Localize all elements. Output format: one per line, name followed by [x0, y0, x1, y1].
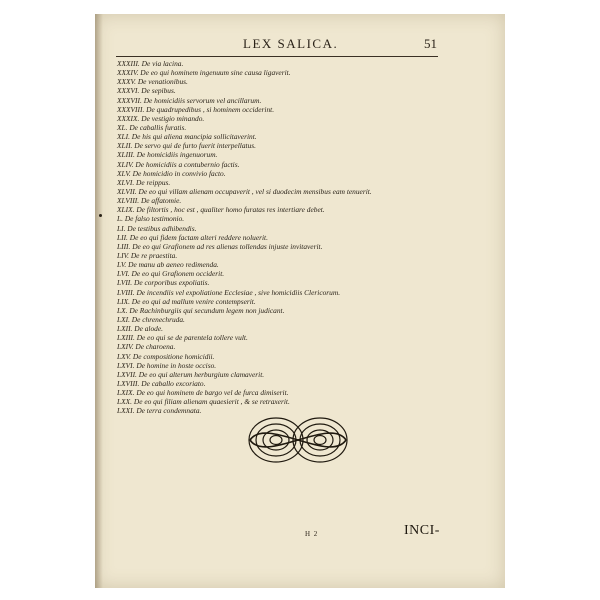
running-title: LEX SALICA.	[243, 36, 339, 51]
chapter-title: De affatomie.	[140, 196, 182, 206]
chapter-entry	[117, 205, 417, 214]
chapter-title: De eo qui Grafionem ad res alienas tollendas injuste invitaverit.	[132, 241, 323, 251]
chapter-title: De terra condemnata.	[136, 406, 202, 416]
chapter-number: XLII.	[117, 141, 133, 151]
chapter-entry	[117, 150, 417, 159]
chapter-title: De falso testimonio.	[124, 214, 185, 224]
chapter-title: De filtortis , hoc est , qualiter homo furatas res intertiare debet.	[136, 205, 325, 215]
chapter-number: XLVIII.	[117, 196, 140, 206]
chapter-title: De manu ab aeneo redimenda.	[128, 260, 219, 270]
chapter-entry	[117, 96, 417, 105]
chapter-entry	[117, 333, 417, 342]
chapter-entry	[117, 214, 417, 223]
chapter-entry	[117, 169, 417, 178]
chapter-number: LIV.	[117, 250, 129, 260]
chapter-entry	[117, 388, 417, 397]
chapter-entry	[117, 379, 417, 388]
chapter-entry	[117, 178, 417, 187]
chapter-number: LXV.	[117, 351, 132, 361]
chapter-entry	[117, 342, 417, 351]
chapter-entry	[117, 86, 417, 95]
chapter-number: XLIII.	[117, 150, 135, 160]
chapter-number: LII.	[117, 232, 128, 242]
chapter-number: LV.	[117, 260, 127, 270]
chapter-title: De compositione homicidii.	[132, 351, 215, 361]
chapter-title: De homicidio in convivio facto.	[132, 168, 226, 178]
chapter-number: LXI.	[117, 314, 130, 324]
chapter-number: LIII.	[117, 241, 131, 251]
chapter-number: XXXIX.	[117, 113, 140, 123]
chapter-number: XXXIV.	[117, 68, 139, 78]
chapter-entry	[117, 233, 417, 242]
chapter-number: LXIII.	[117, 333, 135, 343]
chapter-title: De chrenechruda.	[131, 314, 185, 324]
chapter-number: LXX.	[117, 397, 132, 407]
chapter-number: LXVII.	[117, 369, 137, 379]
chapter-number: XLIV.	[117, 159, 134, 169]
margin-mark	[99, 214, 102, 217]
chapter-number: XLIX.	[117, 205, 135, 215]
chapter-number: LX.	[117, 305, 128, 315]
chapter-list	[117, 59, 417, 415]
chapter-entry	[117, 59, 417, 68]
chapter-number: LI.	[117, 223, 126, 233]
signature-mark: H 2	[305, 530, 319, 538]
chapter-number: XL.	[117, 122, 128, 132]
chapter-entry	[117, 370, 417, 379]
chapter-title: De homicidiis a contubernio factis.	[135, 159, 240, 169]
chapter-title: De re praestita.	[130, 250, 178, 260]
chapter-entry	[117, 114, 417, 123]
chapter-title: De reippus.	[136, 177, 171, 187]
chapter-entry	[117, 361, 417, 370]
chapter-entry	[117, 269, 417, 278]
chapter-title: De alode.	[134, 324, 163, 334]
chapter-title: De eo qui filiam alienam quaesierit , & se retraxerit.	[133, 397, 290, 407]
chapter-title: De caballo excoriato.	[141, 378, 206, 388]
chapter-entry	[117, 297, 417, 306]
chapter-title: De homine in hoste occiso.	[136, 360, 217, 370]
chapter-number: XLVII.	[117, 186, 137, 196]
chapter-entry	[117, 132, 417, 141]
chapter-title: De Rachinburgiis qui secundum legem non judicant.	[129, 305, 285, 315]
chapter-entry	[117, 260, 417, 269]
chapter-number: LXII.	[117, 324, 133, 334]
chapter-number: XXXIII.	[117, 59, 140, 68]
chapter-number: LIX.	[117, 296, 130, 306]
chapter-title: De eo qui hominem ingenuum sine causa ligaverit.	[140, 68, 291, 78]
chapter-title: De his qui aliena mancipia sollicitaverint.	[131, 132, 257, 142]
chapter-entry	[117, 141, 417, 150]
chapter-title: De homicidiis ingenuorum.	[136, 150, 218, 160]
chapter-number: LXXI.	[117, 406, 135, 416]
chapter-number: XXXV.	[117, 77, 136, 87]
page-number: 51	[424, 36, 437, 51]
chapter-entry	[117, 105, 417, 114]
chapter-number: LXIV.	[117, 342, 134, 352]
chapter-title: De venationibus.	[137, 77, 188, 87]
chapter-entry	[117, 288, 417, 297]
chapter-number: LVI.	[117, 269, 130, 279]
catchword: INCI-	[404, 523, 440, 538]
chapter-number: L.	[117, 214, 123, 224]
chapter-entry	[117, 160, 417, 169]
chapter-entry	[117, 397, 417, 406]
chapter-entry	[117, 251, 417, 260]
chapter-title: De eo qui villam alienam occupaverit , vel si duodecim mensibus eam tenuerit.	[138, 186, 372, 196]
chapter-title: De testibus adhibendis.	[127, 223, 197, 233]
chapter-title: De eo qui alterum herburgium clamaverit.	[138, 369, 265, 379]
scroll-ornament-icon	[246, 412, 350, 468]
chapter-title: De eo qui fidem factam alteri reddere noluerit.	[129, 232, 268, 242]
chapter-number: XLVI.	[117, 177, 135, 187]
chapter-title: De sepibus.	[141, 86, 176, 96]
chapter-entry	[117, 306, 417, 315]
page-gutter-shadow	[95, 14, 103, 588]
chapter-entry	[117, 123, 417, 132]
chapter-number: XXXVIII.	[117, 104, 145, 114]
chapter-number: LXVI.	[117, 360, 135, 370]
chapter-title: De incendiis vel expoliatione Ecclesiae , sive homicidiis Clericorum.	[136, 287, 341, 297]
chapter-entry	[117, 68, 417, 77]
chapter-title: De quadrupedibus , si hominem occiderint.	[146, 104, 275, 114]
header-rule	[116, 56, 438, 57]
chapter-title: De charoena.	[135, 342, 176, 352]
chapter-title: De eo qui Grafionem occiderit.	[131, 269, 225, 279]
chapter-entry	[117, 324, 417, 333]
chapter-number: LVII.	[117, 278, 133, 288]
chapter-number: LXVIII.	[117, 378, 140, 388]
chapter-title: De via lacina.	[141, 59, 184, 68]
chapter-number: XXXVII.	[117, 95, 142, 105]
chapter-title: De homicidiis servorum vel ancillarum.	[143, 95, 262, 105]
chapter-entry	[117, 196, 417, 205]
chapter-entry	[117, 352, 417, 361]
chapter-entry	[117, 77, 417, 86]
chapter-entry	[117, 278, 417, 287]
chapter-number: LVIII.	[117, 287, 135, 297]
chapter-number: XLV.	[117, 168, 131, 178]
chapter-title: De servo qui de furto fuerit interpellatus.	[134, 141, 256, 151]
chapter-title: De eo qui ad mallum venire contempserit.	[131, 296, 256, 306]
chapter-entry	[117, 242, 417, 251]
chapter-title: De corporibus expoliatis.	[133, 278, 210, 288]
chapter-title: De eo qui se de parentela tollere vult.	[136, 333, 248, 343]
chapter-title: De caballis furatis.	[129, 122, 187, 132]
chapter-number: XLI.	[117, 132, 130, 142]
chapter-title: De vestigio minando.	[141, 113, 205, 123]
chapter-entry	[117, 315, 417, 324]
chapter-entry	[117, 224, 417, 233]
chapter-number: XXXVI.	[117, 86, 140, 96]
chapter-title: De eo qui hominem de bargo vel de furca dimiserit.	[136, 388, 289, 398]
chapter-number: LXIX.	[117, 388, 135, 398]
chapter-entry	[117, 187, 417, 196]
